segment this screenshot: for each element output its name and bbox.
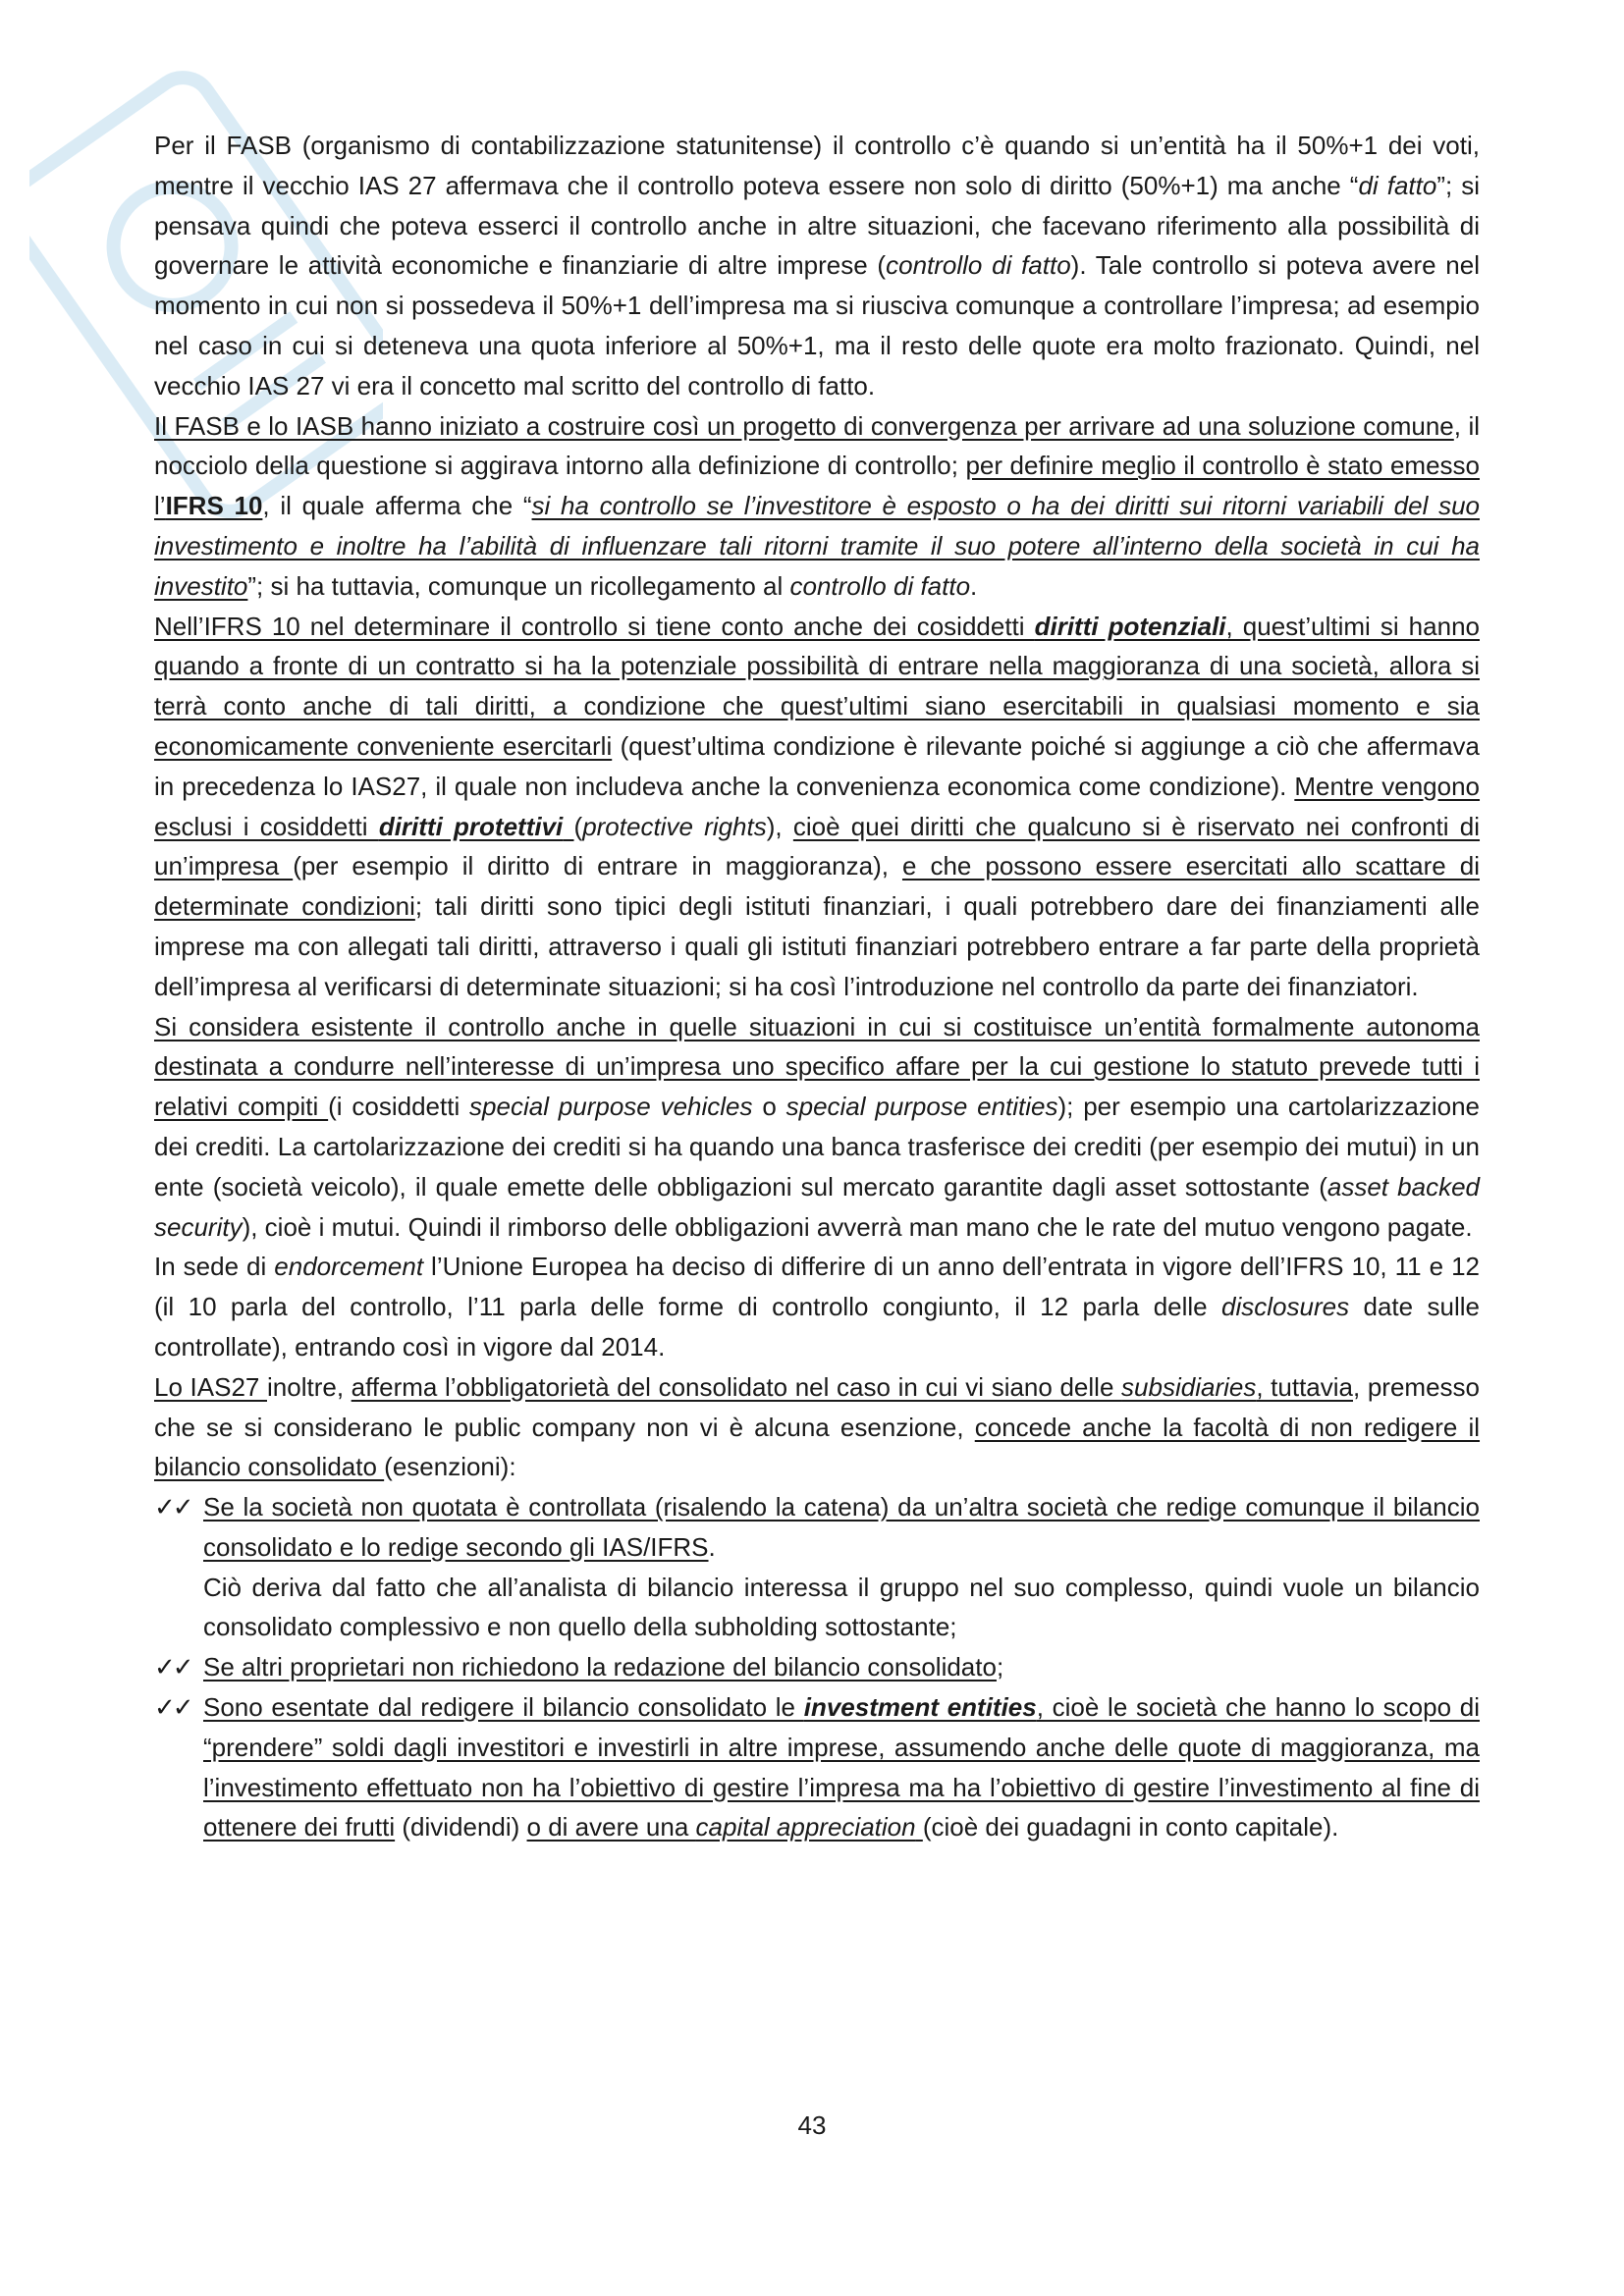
paragraph-fasb-control: Per il FASB (organismo di contabilizzazione statunitense) il controllo c’è quando si un’entità ha il 50%+1 dei voti, mentre il vecchio IAS 27 affermava che il controllo poteva essere non solo di diritto (50%+1) ma anche “di fatto”; si pensava quindi che poteva esserci il controllo anche in altre situazioni, che facevano riferimento alla possibilità di governare le attività economiche e finanziarie di altre imprese (controllo di fatto). Tale controllo si poteva avere nel momento in cui non si possedeva il 50%+1 dell’impresa ma si riusciva comunque a controllare l’impresa; ad esempio nel caso in cui si deteneva una quota inferiore al 50%+1, ma il resto delle quote era molto frazionato. Quindi, nel vecchio IAS 27 vi era il concetto mal scritto del controllo di fatto. xyxy=(154,131,1480,400)
exemptions-list xyxy=(154,1487,1480,1847)
paragraph-potential-rights: Nell’IFRS 10 nel determinare il controllo si tiene conto anche dei cosiddetti diritti potenziali, quest’ultimi si hanno quando a fronte di un contratto si ha la potenziale possibilità di entrare nella maggioranza di una società, allora si terrà conto anche di tali diritti, a condizione che quest’ultimi siano esercitabili in qualsiasi momento e sia economicamente conveniente esercitarli (quest’ultima condizione è rilevante poiché si aggiunge a ciò che affermava in precedenza lo IAS27, il quale non includeva anche la convenienza economica come condizione). Mentre vengono esclusi i cosiddetti diritti protettivi (protective rights), cioè quei diritti che qualcuno si è riservato nei confronti di un’impresa (per esempio il diritto di entrare in maggioranza), e che possono essere esercitati allo scattare di determinate condizioni; tali diritti sono tipici degli istituti finanziari, i quali potrebbero dare dei finanziamenti alle imprese ma con allegati tali diritti, attraverso i quali gli istituti finanziari potrebbero entrare a far parte della proprietà dell’impresa al verificarsi di determinate situazioni; si ha così l’introduzione nel controllo da parte dei finanziatori. xyxy=(154,611,1481,1001)
paragraph-ifrs10: Il FASB e lo IASB hanno iniziato a costruire così un progetto di convergenza per arrivare ad una soluzione comune, il nocciolo della questione si aggirava intorno alla definizione di controllo; per definire meglio il controllo è stato emesso l’IFRS 10, il quale afferma che “si ha controllo se l’investitore è esposto o ha dei diritti sui ritorni variabili del suo investimento e inoltre ha l’abilità di influenzare tali ritorni tramite il suo potere all’interno della società in cui ha investito”; si ha tuttavia, comunque un ricollegamento al controllo di fatto. xyxy=(154,410,1481,601)
double-check-icon: ✓✓ xyxy=(154,1492,191,1522)
paragraph-spv: Si considera esistente il controllo anche in quelle situazioni in cui si costituisce un’entità formalmente autonoma destinata a condurre nell’interesse di un’impresa uno specifico affare per la cui gestione lo statuto prevede tutti i relativi compiti (i cosiddetti special purpose vehicles o special purpose entities); per esempio una cartolarizzazione dei crediti. La cartolarizzazione dei crediti si ha quando una banca trasferisce dei crediti (per esempio dei mutui) in un ente (società veicolo), il quale emette delle obbligazioni sul mercato garantite dagli asset sottostante (asset backed security), cioè i mutui. Quindi il rimborso delle obbligazioni avverrà man mano che le rate del mutuo vengono pagate. xyxy=(154,1011,1481,1242)
list-item-note: Ciò deriva dal fatto che all’analista di bilancio interessa il gruppo nel suo complesso, quindi vuole un bilancio consolidato complessivo e non quello della subholding sottostante; xyxy=(203,1572,1480,1642)
list-item: ✓✓ Sono esentate dal redigere il bilancio consolidato le investment entities, cioè le società che hanno lo scopo di “prendere” soldi dagli investitori e investirli in altre imprese, assumendo anche delle quote di maggioranza, ma l’investimento effettuato non ha l’obiettivo di gestire l’impresa ma ha l’obiettivo di gestire l’investimento al fine di ottenere dei frutti (dividendi) o di avere una capital appreciation (cioè dei guadagni in conto capitale). xyxy=(203,1687,1480,1847)
list-item: ✓✓ Se la società non quotata è controllata (risalendo la catena) da un’altra società che redige comunque il bilancio consolidato e lo redige secondo gli IAS/IFRS. Ciò deriva dal fatto che all’analista di bilancio interessa il gruppo nel suo complesso, quindi vuole un bilancio consolidato complessivo e non quello della subholding sottostante; xyxy=(203,1487,1480,1647)
double-check-icon: ✓✓ xyxy=(154,1652,191,1682)
paragraph-endorsement: In sede di endorcement l’Unione Europea ha deciso di differire di un anno dell’entrata in vigore dell’IFRS 10, 11 e 12 (il 10 parla del controllo, l’11 parla delle forme di controllo congiunto, il 12 parla delle disclosures date sulle controllate), entrando così in vigore dal 2014. xyxy=(154,1252,1480,1362)
double-check-icon: ✓✓ xyxy=(154,1692,191,1723)
paragraph-ias27-exemptions: Lo IAS27 inoltre, afferma l’obbligatorietà del consolidato nel caso in cui vi siano delle subsidiaries, tuttavia, premesso che se si considerano le public company non vi è alcuna esenzione, concede anche la facoltà di non redigere il bilancio consolidato (esenzioni): xyxy=(154,1371,1481,1482)
main-text xyxy=(154,126,1480,1847)
list-item: ✓✓ Se altri proprietari non richiedono la redazione del bilancio consolidato; xyxy=(203,1647,1480,1687)
page-number: 43 xyxy=(797,2110,827,2140)
